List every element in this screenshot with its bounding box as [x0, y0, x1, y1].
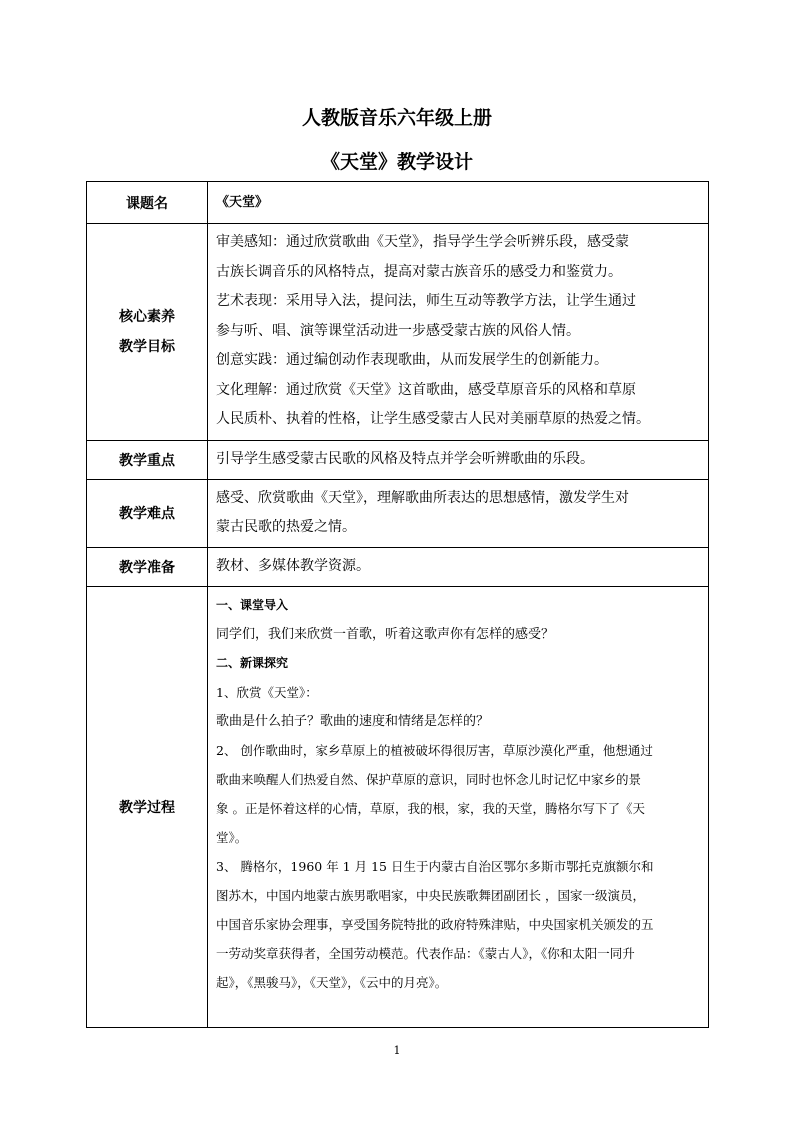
difficulties-line: 感受、欣赏歌曲《天堂》，理解歌曲所表达的思想感情，激发学生对: [216, 489, 629, 506]
process-paragraph: 歌曲是什么拍子？歌曲的速度和情绪是怎样的？: [216, 713, 490, 729]
process-label: 教学过程: [87, 586, 208, 1027]
process-line: 图苏木，中国内地蒙古族男歌唱家，中央民族歌舞团副团长 ，国家一级演员，: [216, 887, 645, 903]
key-points-label: 教学重点: [87, 441, 208, 480]
goals-line: 创意实践：通过编创动作表现歌曲，从而发展学生的创新能力。: [216, 352, 608, 368]
topic-label: 课题名: [87, 182, 208, 224]
document-title: 人教版音乐六年级上册: [301, 107, 492, 129]
process-line: 2、 创作歌曲时，家乡草原上的植被破坏得很厉害，草原沙漠化严重，他想通过: [216, 742, 653, 758]
goals-line: 文化理解：通过欣赏《天堂》这首歌曲，感受草原音乐的风格和草原: [216, 381, 636, 398]
page-number: 1: [393, 1044, 401, 1057]
process-paragraph: 1、欣赏《天堂》：: [216, 684, 318, 700]
table-row-process: [87, 586, 709, 1027]
table-row-difficulties: [87, 479, 709, 547]
goals-content: [208, 224, 709, 441]
preparation-value: 教材、多媒体教学资源。: [208, 547, 709, 586]
goals-line: 审美感知：通过欣赏歌曲《天堂》，指导学生学会听辨乐段，感受蒙: [216, 234, 629, 250]
topic-value: 《天堂》: [208, 182, 709, 224]
lesson-plan-table: [86, 181, 709, 1028]
preparation-label: 教学准备: [87, 547, 208, 586]
table-row-goals: [87, 224, 709, 441]
process-line: 歌曲来唤醒人们热爱自然、保护草原的意识，同时也怀念儿时记忆中家乡的景: [216, 771, 642, 787]
process-line: 一劳动奖章获得者，全国劳动模范。代表作品：《蒙古人》，《你和太阳一同升: [216, 945, 635, 961]
goals-line: 艺术表现：采用导入法，提问法，师生互动等教学方法，让学生通过: [216, 293, 636, 309]
goals-label-line2: 教学目标: [119, 339, 175, 355]
difficulties-content: [208, 479, 709, 547]
difficulties-label: 教学难点: [87, 479, 208, 547]
section-heading: 二、新课探究: [216, 655, 289, 670]
key-points-value: 引导学生感受蒙古民歌的风格及特点并学会听辨歌曲的乐段。: [208, 441, 709, 480]
table-row-preparation: [87, 547, 709, 586]
table-row-key-points: [87, 441, 709, 480]
process-line: 中国音乐家协会理事，享受国务院特批的政府特殊津贴，中央国家机关颁发的五: [216, 916, 654, 932]
process-paragraph: 同学们，我们来欣赏一首歌，听着这歌声你有怎样的感受？: [216, 626, 555, 642]
process-line: 起》，《黑骏马》，《天堂》，《云中的月亮》。: [216, 974, 448, 990]
goals-label-line1: 核心素养: [119, 309, 175, 325]
goals-line: 参与听、唱、演等课堂活动进一步感受蒙古族的风俗人情。: [216, 322, 580, 339]
document-subtitle: 《天堂》教学设计: [320, 151, 473, 173]
process-content: [208, 586, 709, 1027]
goals-line: 古族长调音乐的风格特点，提高对蒙古族音乐的感受力和鉴赏力。: [216, 263, 622, 280]
section-heading: 一、课堂导入: [216, 597, 289, 612]
goals-line: 人民质朴、执着的性格，让学生感受蒙古人民对美丽草原的热爱之情。: [216, 411, 650, 427]
process-line: 3、 腾格尔，1960 年 1 月 15 日生于内蒙古自治区鄂尔多斯市鄂托克旗额尔和: [216, 858, 654, 874]
table-row-topic: [87, 182, 709, 224]
difficulties-line: 蒙古民歌的热爱之情。: [216, 519, 356, 535]
process-line: 象 。正是怀着这样的心情，草原，我的根，家，我的天堂，腾格尔写下了《天: [216, 800, 645, 816]
goals-label: [87, 224, 208, 441]
process-line: 堂》。: [216, 829, 248, 845]
